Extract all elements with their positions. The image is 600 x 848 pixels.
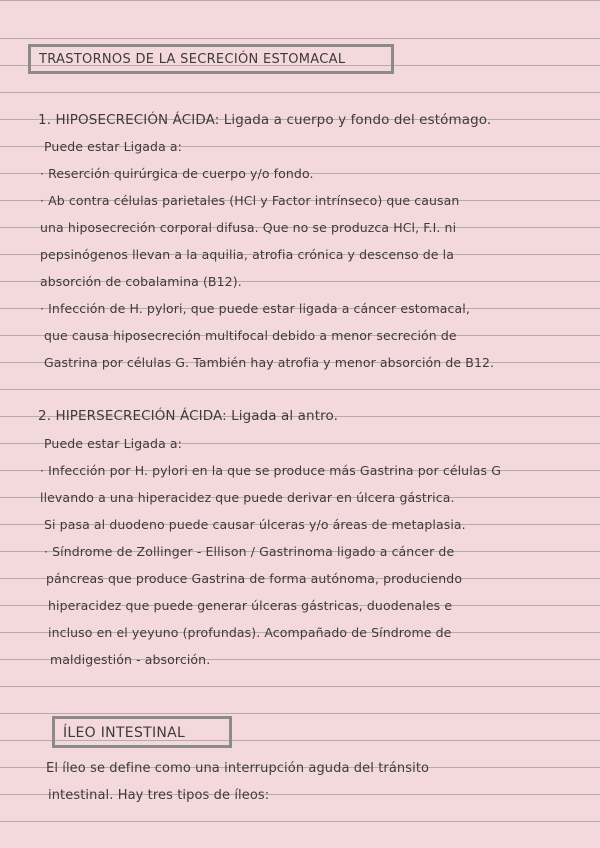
- text-line: El íleo se define como una interrupción aguda del tránsito: [46, 761, 430, 776]
- text-line: · Síndrome de Zollinger - Ellison / Gastrinoma ligado a cáncer de: [44, 544, 455, 559]
- heading-hipersecrecion: 2. HIPERSECRECIÓN ÁCIDA: Ligada al antro.: [38, 408, 338, 424]
- text-line: Puede estar Ligada a:: [44, 436, 182, 451]
- text-line: páncreas que produce Gastrina de forma autónoma, produciendo: [46, 571, 463, 586]
- text-line: · Reserción quirúrgica de cuerpo y/o fondo.: [40, 166, 314, 181]
- text-line: · Infección por H. pylori en la que se produce más Gastrina por células G: [40, 463, 502, 478]
- text-line: absorción de cobalamina (B12).: [40, 274, 242, 289]
- text-line: hiperacidez que puede generar úlceras gástricas, duodenales e: [48, 598, 453, 613]
- section-title-trastornos: TRASTORNOS DE LA SECRECIÓN ESTOMACAL: [28, 44, 394, 74]
- text-line: Puede estar Ligada a:: [44, 139, 182, 154]
- text-line: una hiposecreción corporal difusa. Que no se produzca HCl, F.I. ni: [40, 220, 457, 235]
- text-line: Si pasa al duodeno puede causar úlceras y/o áreas de metaplasia.: [44, 517, 466, 532]
- heading-hiposecrecion: 1. HIPOSECRECIÓN ÁCIDA: Ligada a cuerpo y fondo del estómago.: [38, 112, 492, 128]
- text-line: · Infección de H. pylori, que puede estar ligada a cáncer estomacal,: [40, 301, 470, 316]
- text-line: pepsinógenos llevan a la aquilia, atrofia crónica y descenso de la: [40, 247, 454, 262]
- text-line: que causa hiposecreción multifocal debido a menor secreción de: [44, 328, 457, 343]
- text-line: intestinal. Hay tres tipos de íleos:: [48, 788, 270, 803]
- text-line: incluso en el yeyuno (profundas). Acompañado de Síndrome de: [48, 625, 452, 640]
- section-title-ileo: ÍLEO INTESTINAL: [52, 716, 232, 748]
- text-line: · Ab contra células parietales (HCl y Factor intrínseco) que causan: [40, 193, 460, 208]
- text-line: llevando a una hiperacidez que puede derivar en úlcera gástrica.: [40, 490, 455, 505]
- text-line: Gastrina por células G. También hay atrofia y menor absorción de B12.: [44, 355, 495, 370]
- text-line: maldigestión - absorción.: [50, 652, 211, 667]
